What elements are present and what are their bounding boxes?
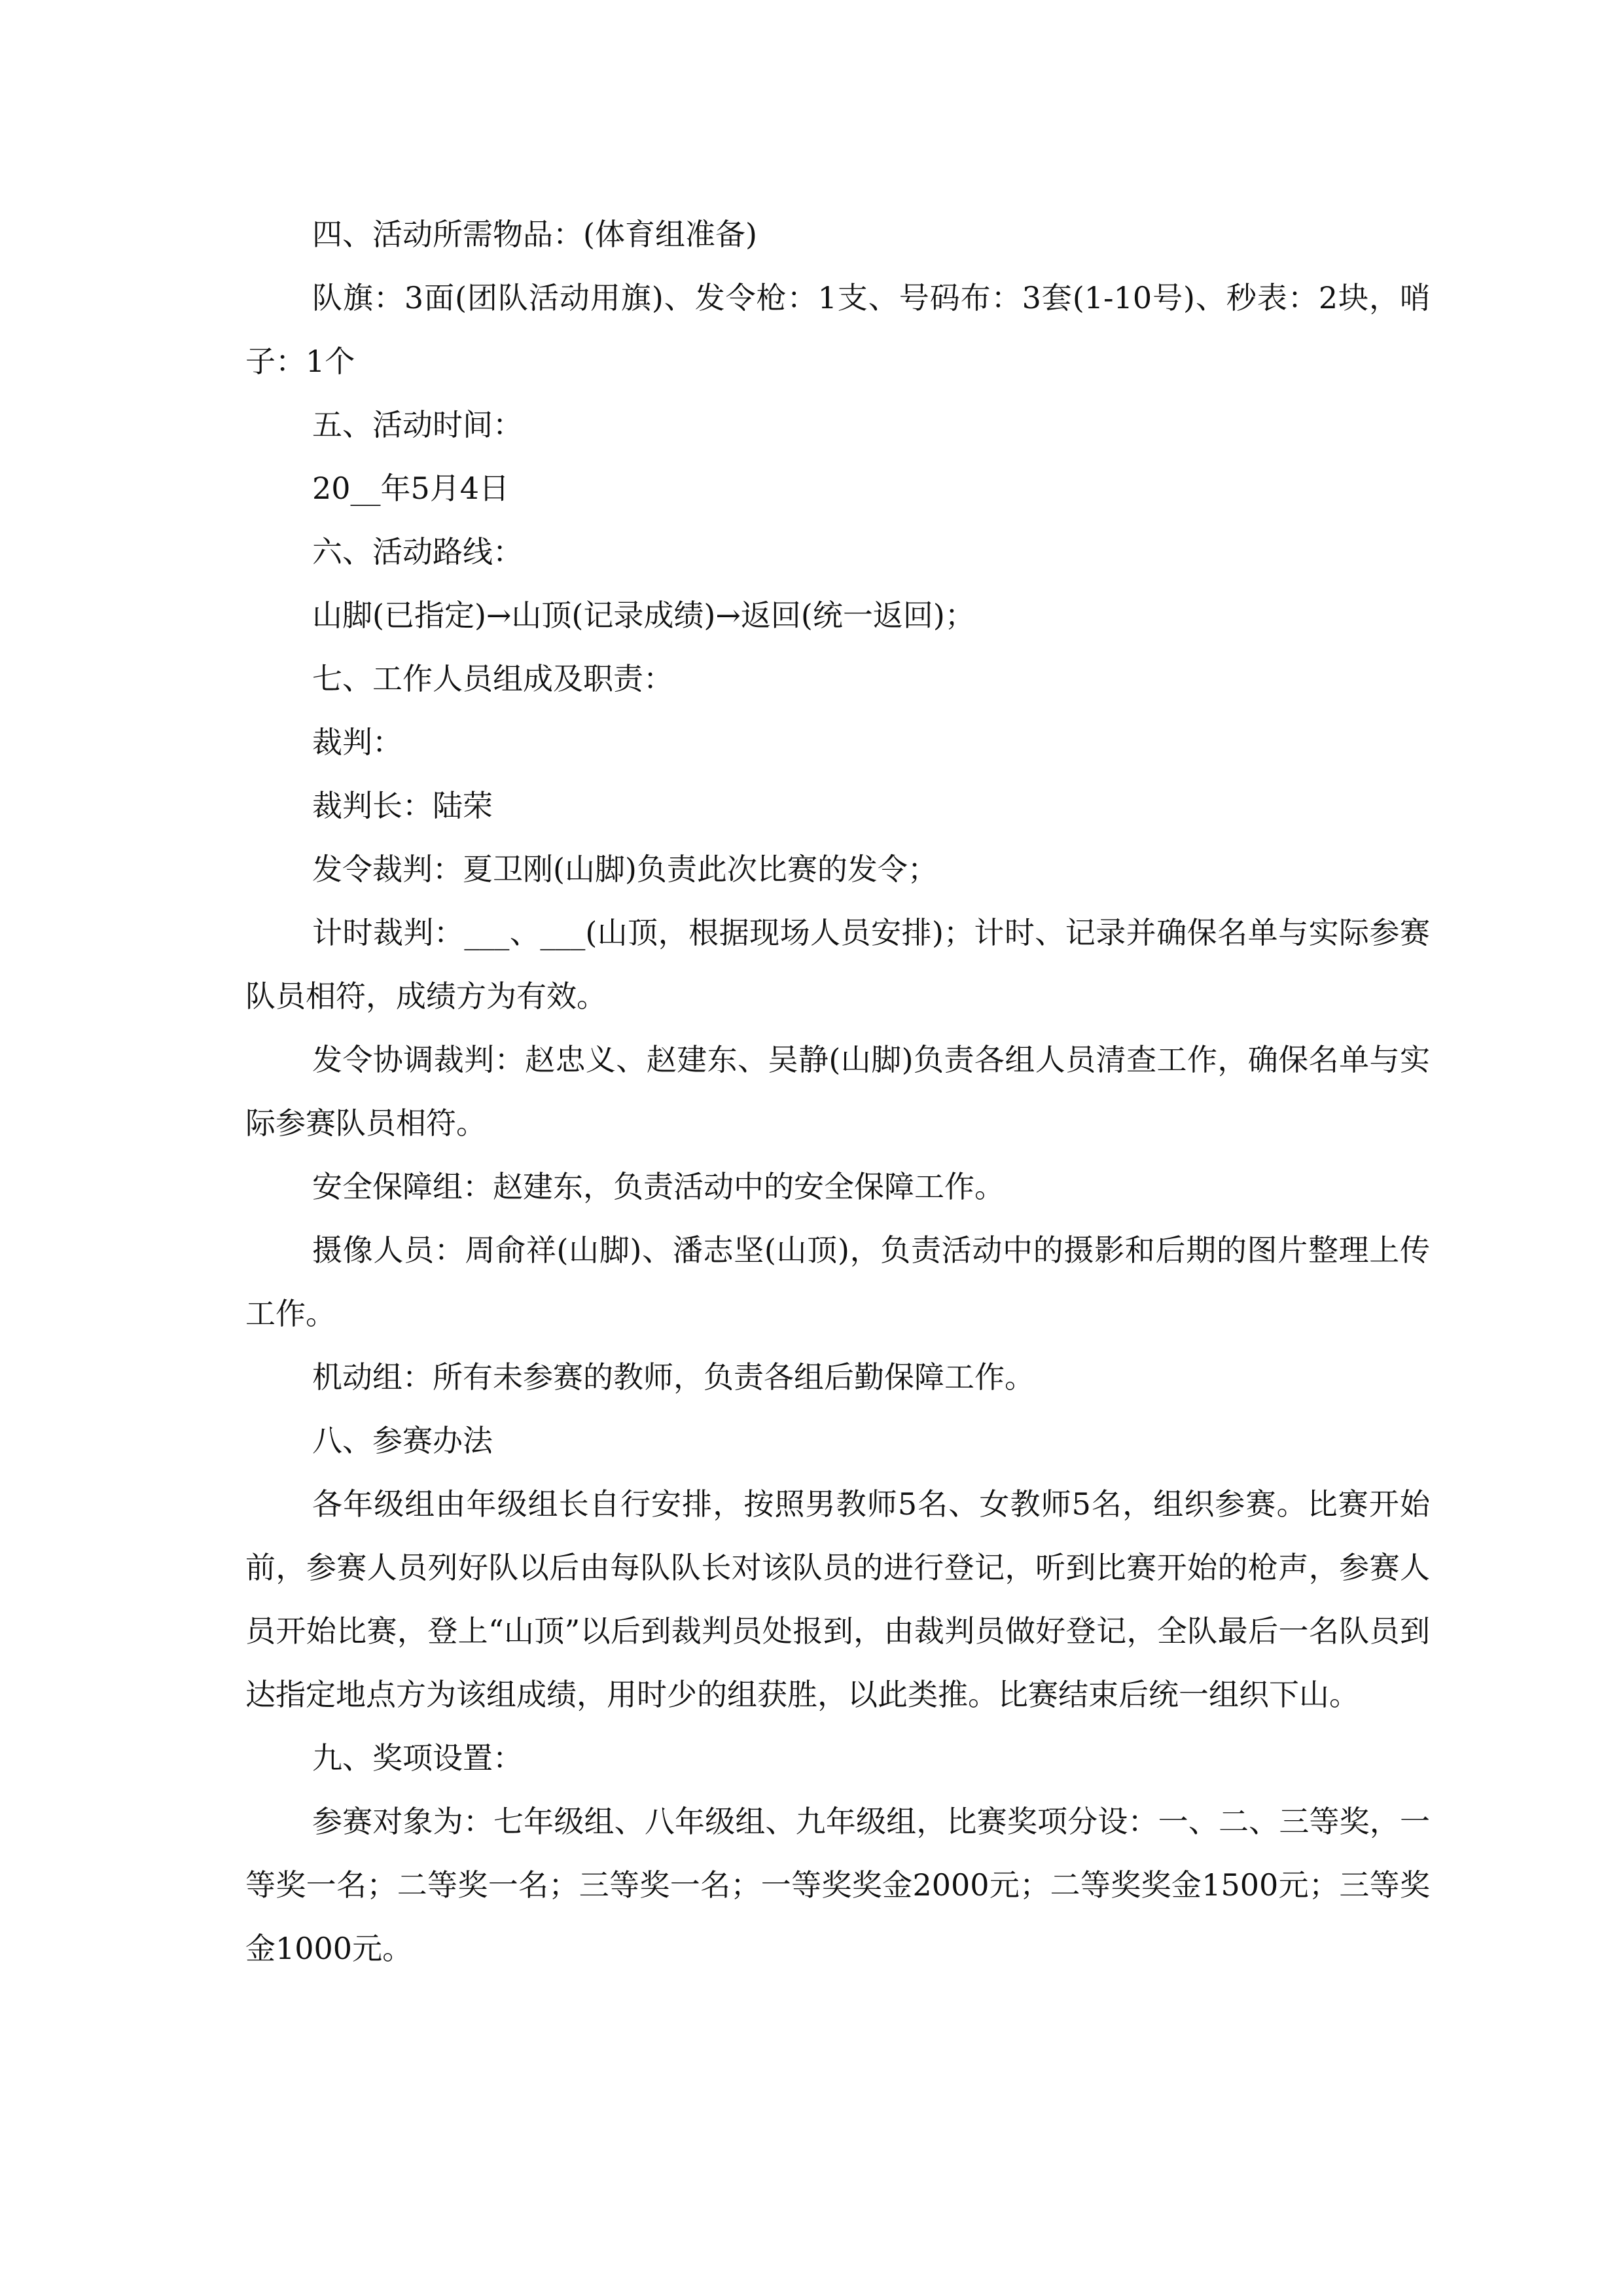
section-heading-awards: 九、奖项设置： <box>312 1740 523 1776</box>
document-page <box>245 203 1430 1981</box>
section-heading-items: 四、活动所需物品：(体育组准备) <box>312 217 757 252</box>
section-heading-route: 六、活动路线： <box>312 534 523 569</box>
paragraph-chief-referee: 裁判长：陆荣 <box>312 788 493 823</box>
paragraph-timing-referee: 计时裁判：___、___(山顶，根据现场人员安排)；计时、记录并确保名单与实际参赛队员相符，成绩方为有效。 <box>245 915 1430 1014</box>
paragraph-camera-staff: 摄像人员：周俞祥(山脚)、潘志坚(山顶)，负责活动中的摄影和后期的图片整理上传工作。 <box>245 1232 1430 1331</box>
paragraph-referees: 裁判： <box>312 725 402 760</box>
paragraph-mobile-group: 机动组：所有未参赛的教师，负责各组后勤保障工作。 <box>312 1359 1035 1395</box>
section-heading-time: 五、活动时间： <box>312 407 523 442</box>
paragraph-awards: 参赛对象为：七年级组、八年级组、九年级组，比赛奖项分设：一、二、三等奖，一等奖一名；二等奖一名；三等奖一名；一等奖奖金2000元；二等奖奖金1500元；三等奖金1000元。 <box>245 1804 1430 1966</box>
paragraph-method: 各年级组由年级组长自行安排，按照男教师5名、女教师5名，组织参赛。比赛开始前，参赛人员列好队以后由每队队长对该队员的进行登记，听到比赛开始的枪声，参赛人员开始比赛，登上“山顶”以后到裁判员处报到，由裁判员做好登记，全队最后一名队员到达指定地点方为该组成绩，用时少的组获胜，以此类推。比赛结束后统一组织下山。 <box>245 1486 1430 1712</box>
paragraph-date: 20__年5月4日 <box>312 471 510 506</box>
paragraph-safety-group: 安全保障组：赵建东，负责活动中的安全保障工作。 <box>312 1169 1005 1204</box>
paragraph-route: 山脚(已指定)→山顶(记录成绩)→返回(统一返回)； <box>312 598 975 633</box>
paragraph-coordination-referee: 发令协调裁判：赵忠义、赵建东、吴静(山脚)负责各组人员清查工作，确保名单与实际参赛队员相符。 <box>245 1042 1430 1141</box>
section-heading-method: 八、参赛办法 <box>312 1423 493 1458</box>
paragraph-start-referee: 发令裁判：夏卫刚(山脚)负责此次比赛的发令； <box>312 852 938 887</box>
paragraph-items-list: 队旗：3面(团队活动用旗)、发令枪：1支、号码布：3套(1-10号)、秒表：2块，哨子：1个 <box>245 280 1430 379</box>
section-heading-staff: 七、工作人员组成及职责： <box>312 661 673 696</box>
